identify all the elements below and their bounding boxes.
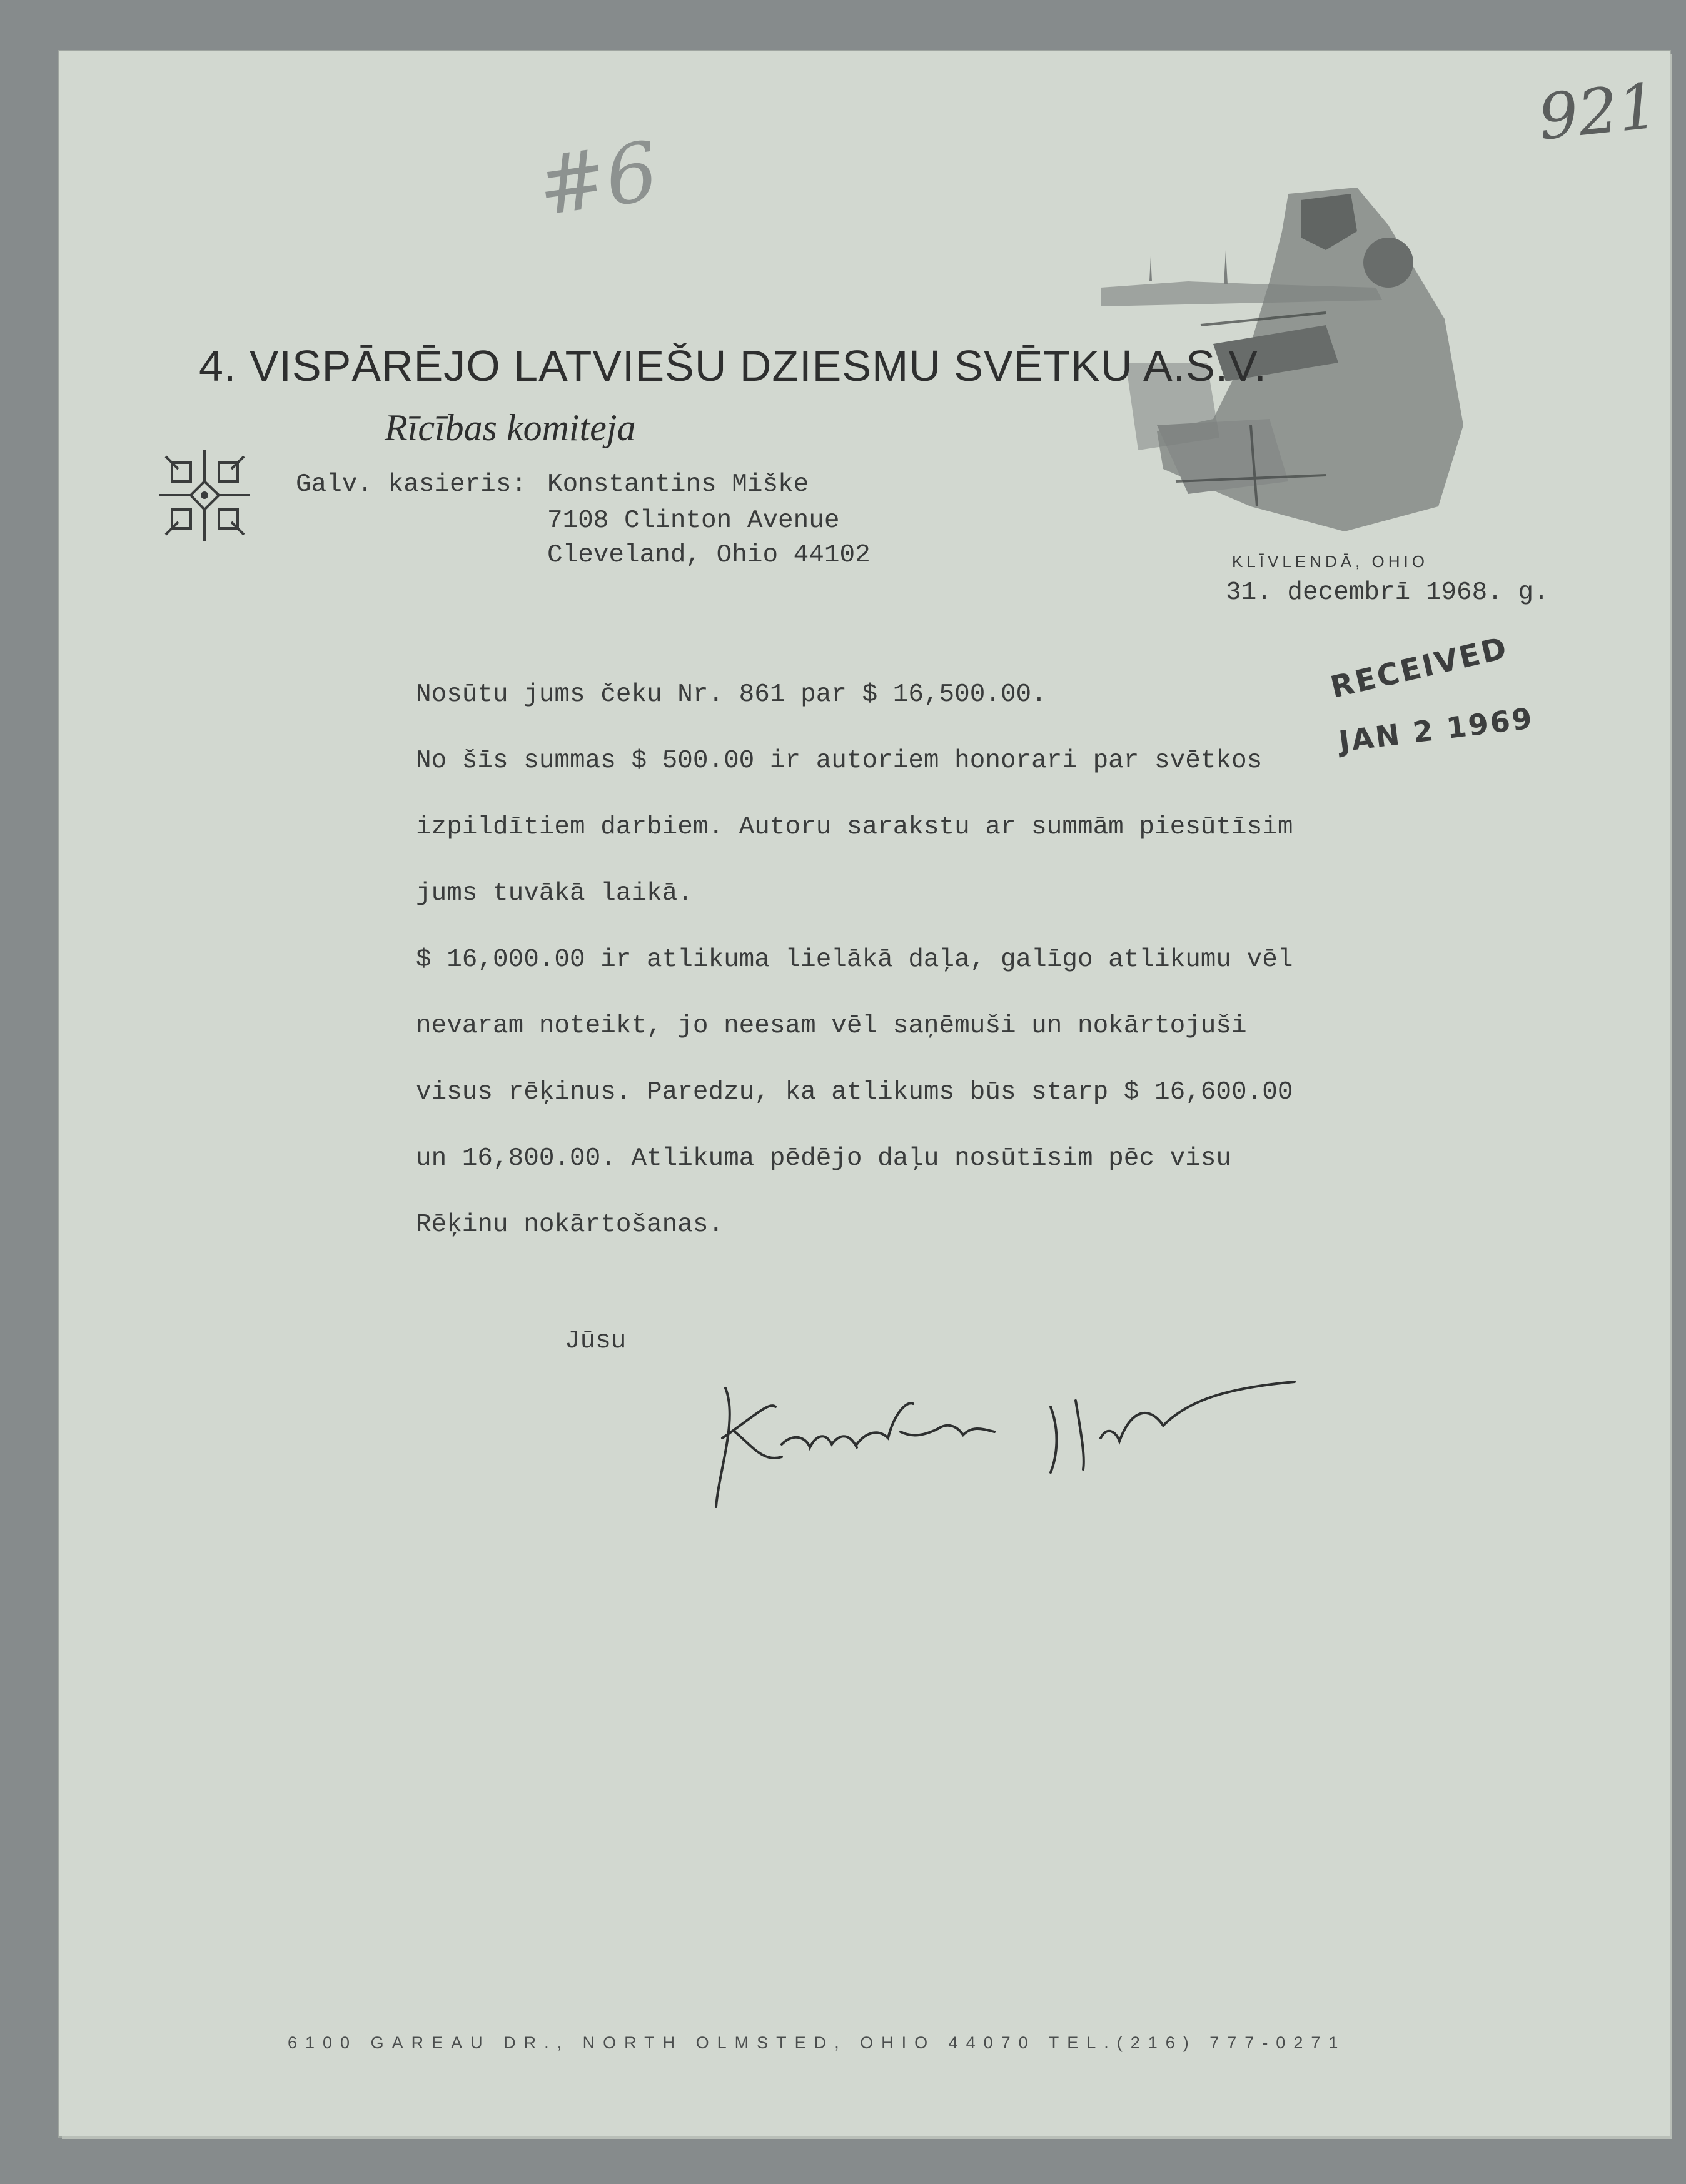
- body-line: visus rēķinus. Paredzu, ka atlikums būs starp $ 16,600.00: [416, 1078, 1293, 1107]
- letter-body: [416, 662, 1293, 1258]
- ornament-emblem: [153, 444, 256, 547]
- handwritten-signature: [700, 1363, 1313, 1526]
- address-line-2: Cleveland, Ohio 44102: [547, 541, 871, 570]
- body-line: Nosūtu jums čeku Nr. 861 par $ 16,500.00.: [416, 680, 1047, 709]
- body-line: nevaram noteikt, jo neesam vēl saņēmuši un nokārtojuši: [416, 1012, 1247, 1040]
- letter-date: 31. decembrī 1968. g.: [1226, 578, 1549, 607]
- treasurer-label: Galv. kasieris:: [296, 470, 527, 499]
- page-number-annotation: 921: [1535, 69, 1662, 154]
- city-label: KLĪVLENDĀ, OHIO: [1232, 552, 1428, 571]
- body-line: No šīs summas $ 500.00 ir autoriem honorari par svētkos: [416, 747, 1263, 775]
- body-line: un 16,800.00. Atlikuma pēdējo daļu nosūtīsim pēc visu: [416, 1144, 1232, 1173]
- address-line-1: 7108 Clinton Avenue: [547, 506, 840, 535]
- body-line: izpildītiem darbiem. Autoru sarakstu ar summām piesūtīsim: [416, 813, 1293, 842]
- body-line: $ 16,000.00 ir atlikuma lielākā daļa, galīgo atlikumu vēl: [416, 945, 1293, 974]
- received-stamp-date: JAN 2 1969: [1336, 701, 1536, 758]
- body-line: jums tuvākā laikā.: [416, 879, 693, 908]
- closing: Jūsu: [565, 1327, 627, 1356]
- footer-address: 6100 GAREAU DR., NORTH OLMSTED, OHIO 44070 TEL.(216) 777-0271: [288, 2033, 1346, 2052]
- pencil-annotation: #6: [532, 123, 664, 234]
- body-line: Rēķinu nokārtošanas.: [416, 1210, 724, 1239]
- committee-subtitle: Rīcības komiteja: [385, 407, 636, 448]
- organization-title: 4. VISPĀRĒJO LATVIEŠU DZIESMU SVĒTKU A.S.V.: [199, 341, 1267, 390]
- treasurer-name: Konstantins Miške: [547, 470, 809, 499]
- received-stamp: RECEIVED: [1327, 630, 1512, 705]
